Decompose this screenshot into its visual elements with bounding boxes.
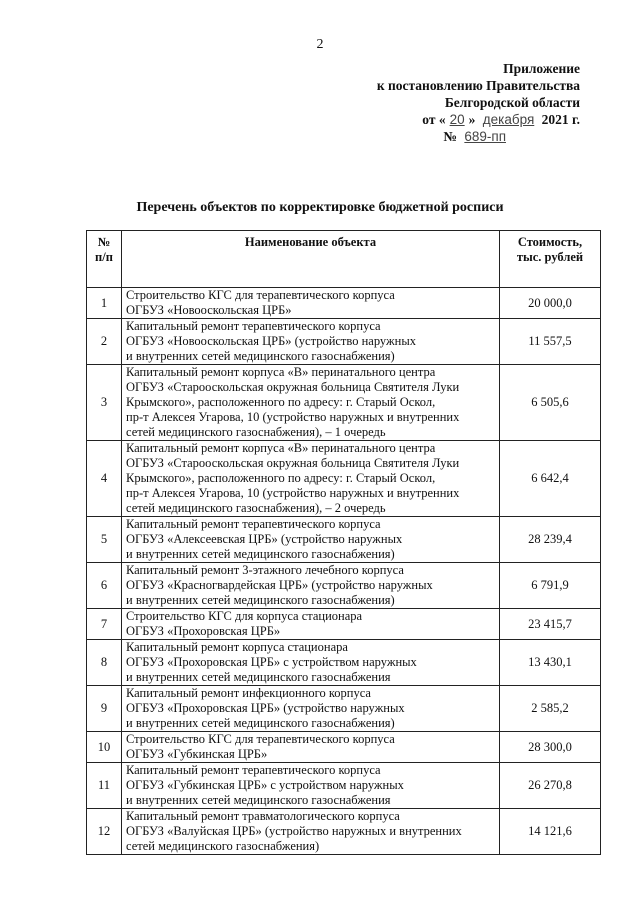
- row-object-name: [122, 441, 500, 517]
- object-name-line: и внутренних сетей медицинского газоснабжения): [126, 349, 395, 363]
- row-object-name: [122, 319, 500, 365]
- object-name-line: Капитальный ремонт 3-этажного лечебного корпуса: [126, 563, 404, 577]
- row-cost: 2 585,2: [500, 686, 601, 732]
- object-name-line: и внутренних сетей медицинского газоснабжения): [126, 593, 395, 607]
- row-object-name: [122, 686, 500, 732]
- date-day: 20: [449, 112, 465, 127]
- object-name-line: сетей медицинского газоснабжения): [126, 839, 320, 853]
- object-name-line: ОГБУЗ «Старооскольская окружная больница Святителя Луки: [126, 380, 460, 394]
- page-number: 2: [316, 37, 324, 52]
- row-number: 5: [87, 517, 122, 563]
- row-object-name: [122, 563, 500, 609]
- header-cost-line2: тыс. рублей: [516, 250, 584, 264]
- row-number: 9: [87, 686, 122, 732]
- table-row: [87, 763, 601, 809]
- header-cost: [500, 231, 601, 288]
- object-name-line: и внутренних сетей медицинского газоснабжения: [126, 793, 391, 807]
- object-name-line: пр-т Алексея Угарова, 10 (устройство наружных и внутренних: [126, 486, 460, 500]
- row-cost: 14 121,6: [500, 809, 601, 855]
- appendix-block: [340, 60, 580, 145]
- row-number: 6: [87, 563, 122, 609]
- object-name-line: пр-т Алексея Угарова, 10 (устройство наружных и внутренних: [126, 410, 460, 424]
- object-name-line: ОГБУЗ «Прохоровская ЦРБ» с устройством наружных: [126, 655, 417, 669]
- table-row: [87, 809, 601, 855]
- decree-number: 689-пп: [464, 129, 506, 144]
- object-name-line: Капитальный ремонт терапевтического корпуса: [126, 517, 381, 531]
- object-name-line: и внутренних сетей медицинского газоснабжения): [126, 716, 395, 730]
- table-header-row: [87, 231, 601, 288]
- object-name-line: Капитальный ремонт травматологического корпуса: [126, 809, 400, 823]
- row-number: 10: [87, 732, 122, 763]
- row-object-name: [122, 609, 500, 640]
- row-object-name: [122, 809, 500, 855]
- row-object-name: [122, 517, 500, 563]
- object-name-line: и внутренних сетей медицинского газоснабжения): [126, 547, 395, 561]
- object-name-line: ОГБУЗ «Старооскольская окружная больница Святителя Луки: [126, 456, 460, 470]
- header-number-line2: п/п: [95, 250, 113, 264]
- appendix-decree: к постановлению Правительства: [376, 78, 580, 93]
- object-name-line: Крымского», расположенного по адресу: г. Старый Оскол,: [126, 395, 436, 409]
- object-name-line: и внутренних сетей медицинского газоснабжения: [126, 670, 391, 684]
- object-name-line: ОГБУЗ «Губкинская ЦРБ» с устройством наружных: [126, 778, 404, 792]
- object-name-line: сетей медицинского газоснабжения), – 1 очередь: [126, 425, 386, 439]
- number-prefix: №: [443, 129, 457, 144]
- object-name-line: Капитальный ремонт терапевтического корпуса: [126, 319, 381, 333]
- row-object-name: [122, 640, 500, 686]
- row-cost: 13 430,1: [500, 640, 601, 686]
- row-object-name: [122, 763, 500, 809]
- object-name-line: Крымского», расположенного по адресу: г. Старый Оскол,: [126, 471, 436, 485]
- object-name-line: ОГБУЗ «Красногвардейская ЦРБ» (устройство наружных: [126, 578, 433, 592]
- row-cost: 11 557,5: [500, 319, 601, 365]
- table-row: [87, 609, 601, 640]
- row-number: 7: [87, 609, 122, 640]
- object-name-line: сетей медицинского газоснабжения), – 2 очередь: [126, 501, 386, 515]
- row-object-name: [122, 365, 500, 441]
- table-row: [87, 640, 601, 686]
- object-name-line: Капитальный ремонт корпуса стационара: [126, 640, 348, 654]
- object-name-line: ОГБУЗ «Прохоровская ЦРБ» (устройство наружных: [126, 701, 405, 715]
- row-number: 2: [87, 319, 122, 365]
- date-year: 2021 г.: [541, 112, 580, 127]
- date-mid: »: [468, 112, 476, 127]
- row-object-name: [122, 288, 500, 319]
- object-name-line: ОГБУЗ «Новооскольская ЦРБ»: [126, 303, 292, 317]
- row-cost: 26 270,8: [500, 763, 601, 809]
- row-cost: 28 300,0: [500, 732, 601, 763]
- row-number: 3: [87, 365, 122, 441]
- table-row: [87, 441, 601, 517]
- row-cost: 6 791,9: [500, 563, 601, 609]
- date-month: декабря: [482, 112, 535, 127]
- object-name-line: Строительство КГС для терапевтического корпуса: [126, 288, 395, 302]
- object-name-line: Строительство КГС для корпуса стационара: [126, 609, 363, 623]
- appendix-region: Белгородской области: [444, 95, 580, 110]
- appendix-date: [340, 111, 580, 128]
- document-title: Перечень объектов по корректировке бюджетной росписи: [136, 200, 504, 215]
- object-name-line: ОГБУЗ «Валуйская ЦРБ» (устройство наружных и внутренних: [126, 824, 462, 838]
- table-row: [87, 288, 601, 319]
- row-number: 1: [87, 288, 122, 319]
- appendix-label: Приложение: [503, 61, 580, 76]
- header-number-line1: №: [97, 235, 111, 249]
- row-number: 12: [87, 809, 122, 855]
- date-prefix: от «: [422, 112, 446, 127]
- row-object-name: [122, 732, 500, 763]
- table-row: [87, 517, 601, 563]
- row-cost: 28 239,4: [500, 517, 601, 563]
- row-number: 11: [87, 763, 122, 809]
- header-number: [87, 231, 122, 288]
- object-name-line: Строительство КГС для терапевтического корпуса: [126, 732, 395, 746]
- table-row: [87, 365, 601, 441]
- object-name-line: Капитальный ремонт корпуса «В» перинатального центра: [126, 365, 436, 379]
- header-cost-line1: Стоимость,: [517, 235, 583, 249]
- appendix-number: [340, 128, 580, 145]
- object-name-line: ОГБУЗ «Губкинская ЦРБ»: [126, 747, 268, 761]
- table-row: [87, 563, 601, 609]
- row-cost: 20 000,0: [500, 288, 601, 319]
- object-name-line: Капитальный ремонт инфекционного корпуса: [126, 686, 371, 700]
- row-number: 8: [87, 640, 122, 686]
- object-name-line: ОГБУЗ «Алексеевская ЦРБ» (устройство наружных: [126, 532, 403, 546]
- table-row: [87, 732, 601, 763]
- object-name-line: ОГБУЗ «Новооскольская ЦРБ» (устройство наружных: [126, 334, 416, 348]
- table-row: [87, 686, 601, 732]
- row-cost: 6 642,4: [500, 441, 601, 517]
- objects-table: [86, 230, 601, 855]
- row-cost: 6 505,6: [500, 365, 601, 441]
- table-body: [87, 288, 601, 855]
- header-name: Наименование объекта: [122, 231, 500, 288]
- table-row: [87, 319, 601, 365]
- row-number: 4: [87, 441, 122, 517]
- object-name-line: ОГБУЗ «Прохоровская ЦРБ»: [126, 624, 281, 638]
- row-cost: 23 415,7: [500, 609, 601, 640]
- object-name-line: Капитальный ремонт корпуса «В» перинатального центра: [126, 441, 436, 455]
- object-name-line: Капитальный ремонт терапевтического корпуса: [126, 763, 381, 777]
